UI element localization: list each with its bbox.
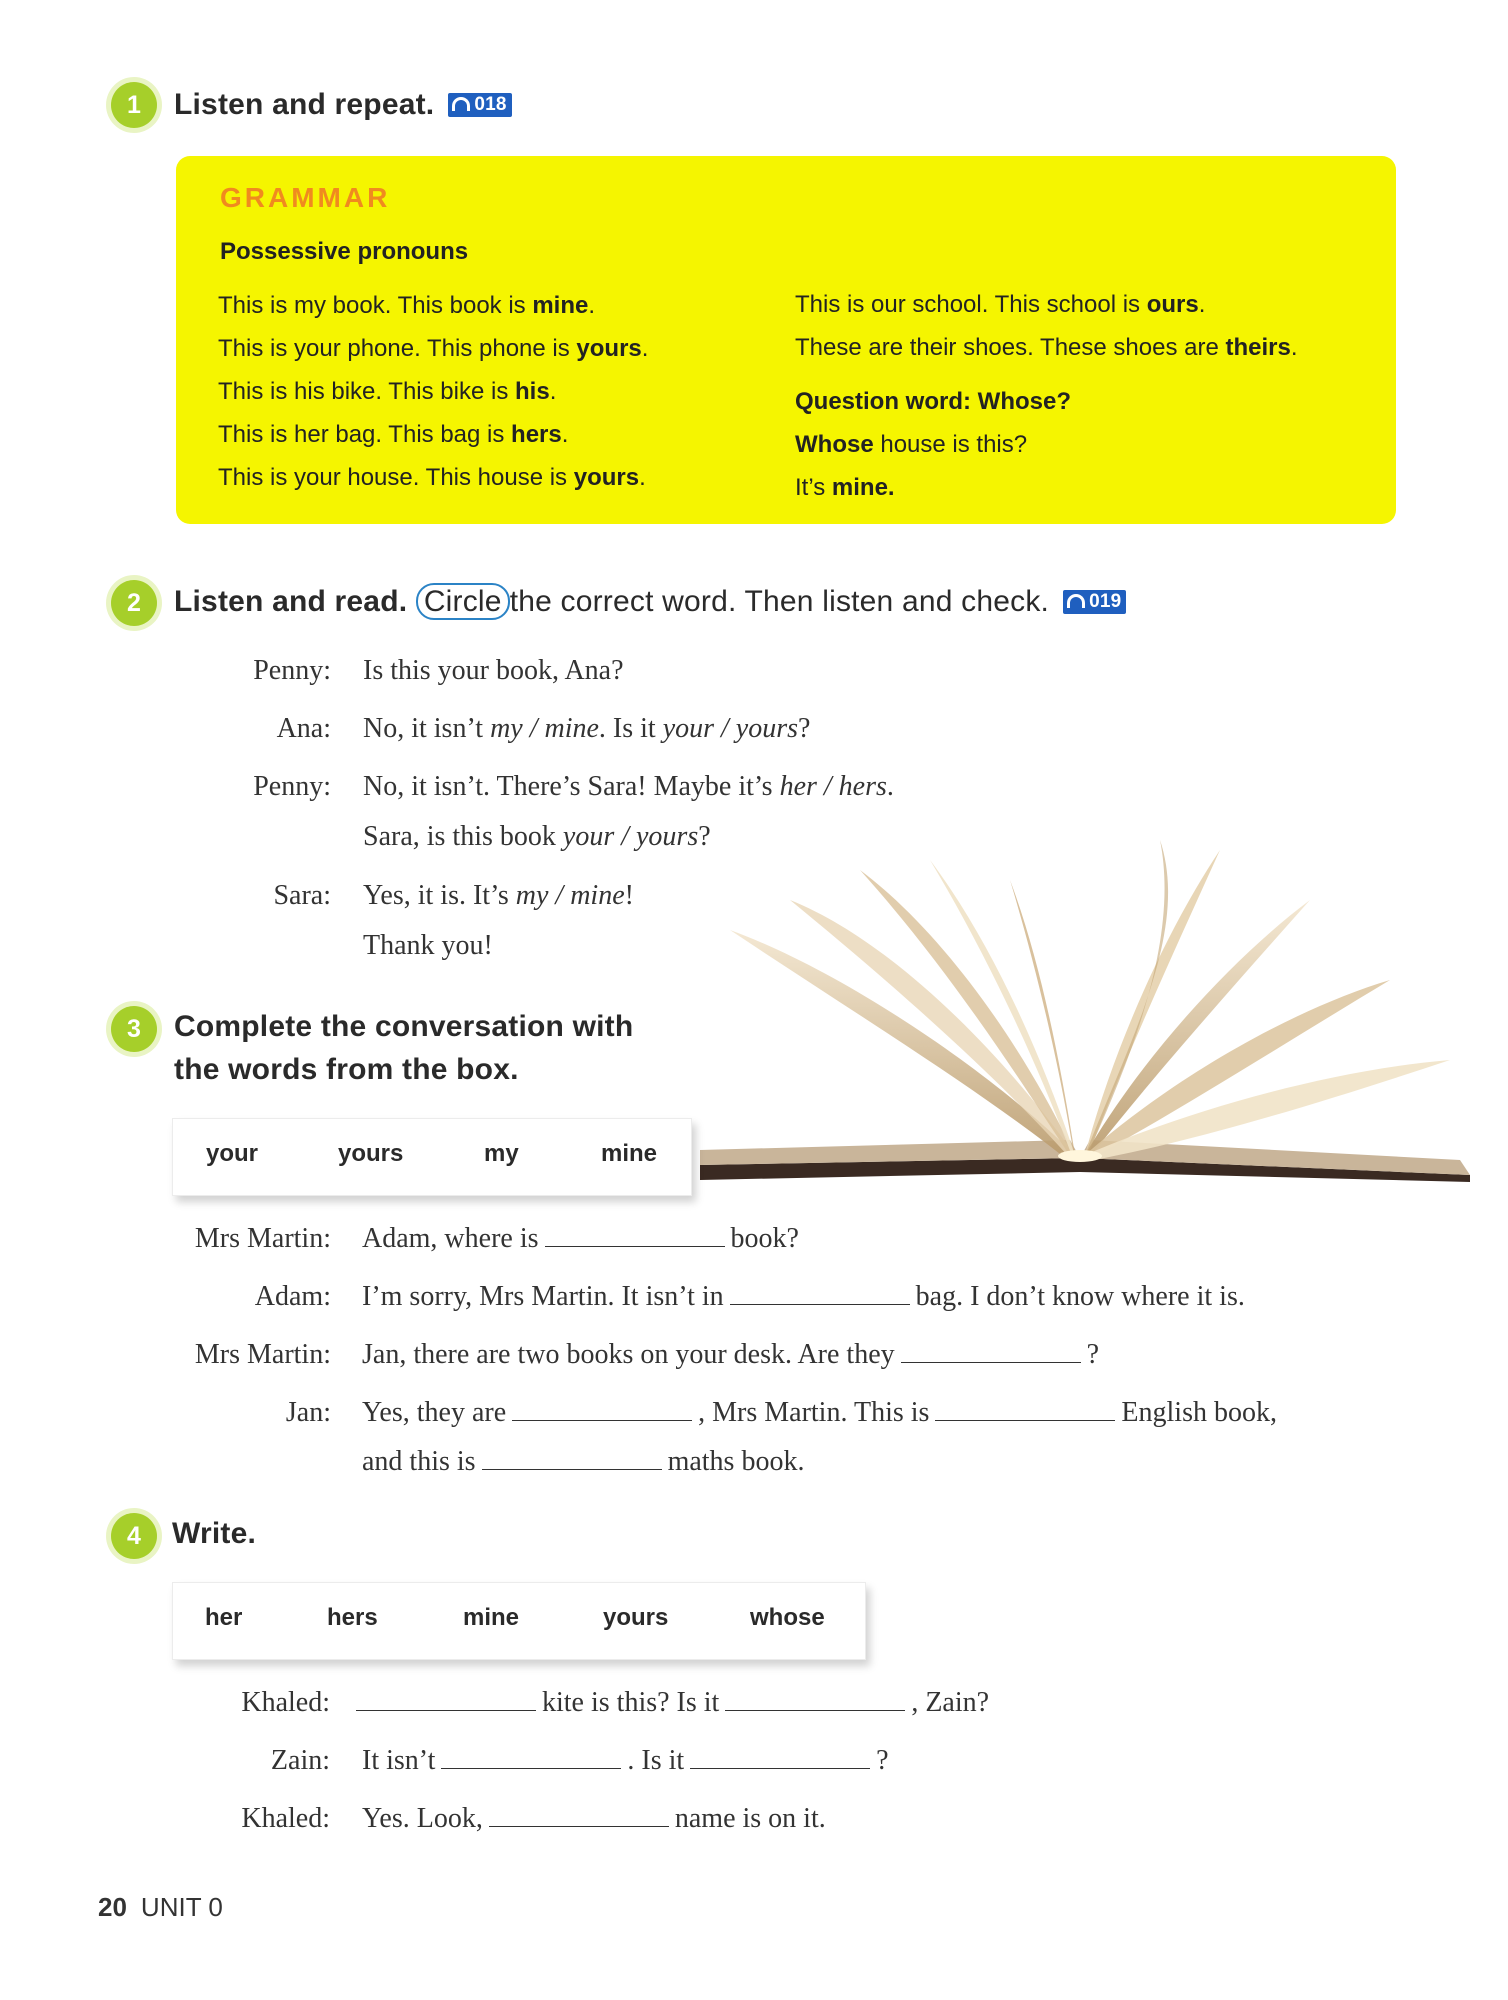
dialogue-line: It isn’t . Is it ?: [362, 1745, 889, 1776]
word-box-item: my: [484, 1140, 519, 1167]
answer-blank[interactable]: [901, 1340, 1081, 1363]
speaker-label: Penny:: [253, 655, 331, 686]
exercise-3-heading-line-1: Complete the conversation with: [174, 1010, 634, 1043]
exercise-2-instruction-bold: Listen and read.: [174, 585, 408, 618]
grammar-example: This is your phone. This phone is yours.: [218, 335, 649, 362]
grammar-subtitle: Possessive pronouns: [220, 238, 469, 265]
answer-blank[interactable]: [482, 1447, 662, 1470]
word-box-item: mine: [463, 1604, 520, 1631]
exercise-3-heading-line-2: the words from the box.: [174, 1053, 519, 1086]
grammar-answer-example: It’s mine.: [795, 474, 895, 501]
dialogue-line: Adam, where is book?: [362, 1223, 799, 1254]
word-choice[interactable]: your / yours: [562, 821, 699, 852]
exercise-1-instruction: Listen and repeat.: [174, 88, 435, 121]
speaker-label: Penny:: [253, 771, 331, 802]
speaker-label: Zain:: [270, 1745, 330, 1776]
dialogue-line: Thank you!: [363, 930, 493, 961]
exercise-4-heading: Write.: [172, 1517, 256, 1550]
headphones-icon: [452, 97, 470, 111]
answer-blank[interactable]: [690, 1746, 870, 1769]
exercise-3-badge: 3: [111, 1006, 157, 1052]
exercise-2-instruction-rest: the correct word. Then listen and check.: [509, 585, 1050, 618]
dialogue-line: Jan, there are two books on your desk. Are they ?: [362, 1339, 1100, 1370]
answer-blank[interactable]: [489, 1804, 669, 1827]
page-number: 20: [98, 1892, 127, 1922]
grammar-example: These are their shoes. These shoes are theirs.: [795, 334, 1298, 361]
word-choice[interactable]: my / mine: [515, 880, 625, 911]
open-book-image: [690, 820, 1480, 1200]
audio-track-number: 019: [1089, 591, 1122, 612]
word-box-item: yours: [603, 1604, 669, 1631]
word-box-item: whose: [750, 1604, 825, 1631]
audio-track-number: 018: [474, 94, 507, 115]
speaker-label: Jan:: [285, 1397, 331, 1428]
dialogue-line: Is this your book, Ana?: [363, 655, 624, 686]
dialogue-line: Yes, they are , Mrs Martin. This is English book,: [362, 1397, 1277, 1428]
grammar-example: This is our school. This school is ours.: [795, 291, 1206, 318]
unit-label: UNIT 0: [140, 1892, 223, 1922]
grammar-example: This is his bike. This bike is his.: [218, 378, 557, 405]
speaker-label: Mrs Martin:: [194, 1223, 331, 1254]
grammar-title: GRAMMAR: [220, 182, 391, 213]
exercise-2-badge: 2: [111, 580, 157, 626]
answer-blank[interactable]: [935, 1398, 1115, 1421]
word-box-item: your: [206, 1140, 259, 1167]
page-footer: [98, 1892, 223, 1923]
grammar-example: This is my book. This book is mine.: [218, 292, 596, 319]
exercise-1-badge: 1: [111, 82, 157, 128]
answer-blank[interactable]: [730, 1282, 910, 1305]
dialogue-line: No, it isn’t my / mine. Is it your / yours?: [363, 713, 811, 744]
word-box-item: hers: [327, 1604, 378, 1631]
speaker-label: Khaled:: [241, 1687, 330, 1718]
dialogue-line: No, it isn’t. There’s Sara! Maybe it’s her / hers.: [363, 771, 894, 802]
headphones-icon: [1067, 594, 1085, 608]
grammar-example: This is your house. This house is yours.: [218, 464, 646, 491]
dialogue-line: kite is this? Is it , Zain?: [356, 1687, 989, 1719]
dialogue-line: and this is maths book.: [362, 1446, 805, 1477]
dialogue-line: Sara, is this book your / yours?: [363, 821, 711, 852]
audio-track-019[interactable]: [1063, 590, 1126, 614]
answer-blank[interactable]: [441, 1746, 621, 1769]
grammar-example: This is her bag. This bag is hers.: [218, 421, 569, 448]
answer-blank[interactable]: [356, 1688, 536, 1711]
grammar-question-title: Question word: Whose?: [795, 388, 1071, 415]
dialogue-line: Yes, it is. It’s my / mine!: [363, 880, 634, 911]
audio-track-018[interactable]: [448, 93, 511, 117]
speaker-label: Adam:: [254, 1281, 331, 1312]
word-choice[interactable]: your / yours: [662, 713, 799, 744]
answer-blank[interactable]: [512, 1398, 692, 1421]
exercise-4-badge: 4: [111, 1513, 157, 1559]
speaker-label: Ana:: [276, 713, 331, 744]
answer-blank[interactable]: [725, 1688, 905, 1711]
speaker-label: Sara:: [273, 880, 331, 911]
word-choice[interactable]: my / mine: [490, 713, 599, 744]
speaker-label: Mrs Martin:: [194, 1339, 331, 1370]
word-box-item: her: [205, 1604, 243, 1631]
grammar-question-example: Whose house is this?: [795, 431, 1028, 458]
word-box-item: yours: [338, 1140, 404, 1167]
exercise-1-heading: [174, 88, 512, 122]
dialogue-line: Yes. Look, name is on it.: [362, 1803, 826, 1834]
answer-blank[interactable]: [545, 1224, 725, 1247]
exercise-2-heading: [174, 585, 1126, 619]
word-box-item: mine: [601, 1140, 658, 1167]
dialogue-line: I’m sorry, Mrs Martin. It isn’t in bag. I don’t know where it is.: [362, 1281, 1245, 1312]
speaker-label: Khaled:: [241, 1803, 330, 1834]
word-choice[interactable]: her / hers: [779, 771, 887, 802]
circle-word: Circle: [416, 583, 510, 620]
